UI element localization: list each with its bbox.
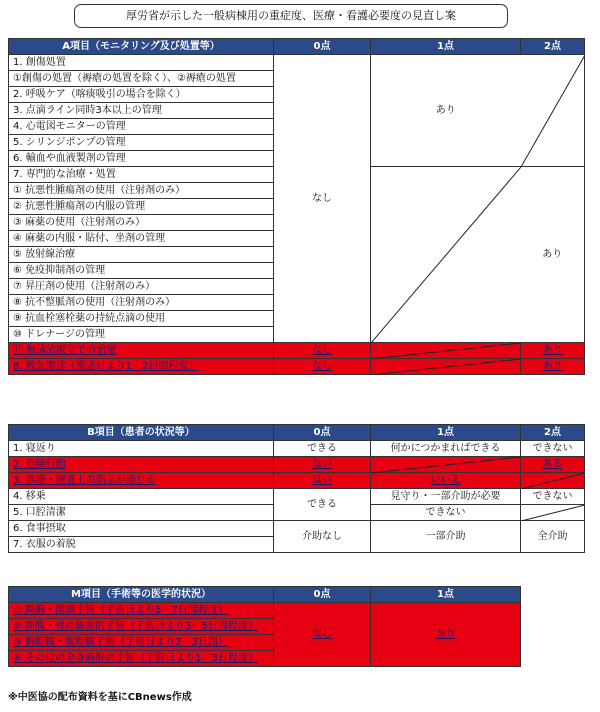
m-item-label: ④ その他の全身麻酔の手術（手術日より1－3日程度） (9, 651, 274, 667)
b-1pt: できない (371, 505, 521, 521)
a-red-1pt-diagonal (371, 343, 521, 359)
b-2pt: 全介助 (521, 521, 585, 553)
a-item-label: ⑤ 放射線治療 (9, 247, 274, 263)
a-item-label: ④ 麻薬の内服・貼付、坐剤の管理 (9, 231, 274, 247)
a-item-label: 2. 呼吸ケア（喀痰吸引の場合を除く） (9, 87, 274, 103)
col-header-0pt: 0点 (274, 587, 371, 603)
a-7-1pt-diagonal-cell (371, 167, 521, 343)
a-item-label: ⑦ 昇圧剤の使用（注射剤のみ） (9, 279, 274, 295)
col-header-2pt: 2点 (521, 425, 585, 441)
a-red-1pt-diagonal (371, 359, 521, 375)
a-item-label: ① 抗悪性腫瘍剤の使用（注射剤のみ） (9, 183, 274, 199)
table-m (8, 586, 521, 667)
b-item-label: 6. 食事摂取 (9, 521, 274, 537)
m-item-label: ② 開腹・骨の観血的手術（手術日より3－5日間程度） (9, 619, 274, 635)
a-ari-2pt-cell: あり (521, 167, 585, 343)
b-2pt: できない (521, 441, 585, 457)
b-dekiru-0pt: できる (274, 489, 371, 521)
a-item-label: ⑩ ドレナージの管理 (9, 327, 274, 343)
b-red-0pt: ない (274, 457, 371, 473)
a-item-label: ⑨ 抗血栓塞栓薬の持続点滴の使用 (9, 311, 274, 327)
col-header-1pt: 1点 (371, 425, 521, 441)
b-0pt: 介助なし (274, 521, 371, 553)
a-item-label: ①創傷の処置（褥瘡の処置を除く）、②褥瘡の処置 (9, 71, 274, 87)
b-item-label: 5. 口腔清潔 (9, 505, 274, 521)
a-red-2pt: あり (521, 343, 585, 359)
col-header-0pt: 0点 (274, 39, 371, 55)
b-1pt: 見守り・一部介助が必要 (371, 489, 521, 505)
b-red-1pt: いいえ (371, 473, 521, 489)
col-header-a-item: A項目（モニタリング及び処置等） (9, 39, 274, 55)
a-red-2pt: あり (521, 359, 585, 375)
a-nashi-cell: なし (274, 55, 371, 343)
m-item-label: ③ 胸腔鏡・腹腔鏡手術（手術日より2－3日間） (9, 635, 274, 651)
col-header-1pt: 1点 (371, 587, 521, 603)
b-item-label: 4. 移乗 (9, 489, 274, 505)
b-red-2pt-diagonal (521, 473, 585, 489)
b-2pt: できない (521, 489, 585, 505)
b-1pt: 何かにつかまればできる (371, 441, 521, 457)
a-item-label: ③ 麻薬の使用（注射剤のみ） (9, 215, 274, 231)
b-item-label: 1. 寝返り (9, 441, 274, 457)
page-title: 厚労省が示した一般病棟用の重症度、医療・看護必要度の見直し案 (74, 4, 508, 28)
a-red-item-label: 8. 救急搬送（搬送日より1－2日間程度） (9, 359, 274, 375)
b-0pt: できる (274, 441, 371, 457)
b-item-label: 7. 衣服の着脱 (9, 537, 274, 553)
b-red-1pt-diagonal (371, 457, 521, 473)
a-red-0pt: なし (274, 343, 371, 359)
b-2pt-diagonal (521, 505, 585, 521)
col-header-1pt: 1点 (371, 39, 521, 55)
m-0pt: なし (274, 603, 371, 667)
a-item-label: 6. 輸血や血液製剤の管理 (9, 151, 274, 167)
col-header-2pt: 2点 (521, 39, 585, 55)
b-red-item-label: 2. 危険行動 (9, 457, 274, 473)
b-red-2pt: ある (521, 457, 585, 473)
b-1pt: 一部介助 (371, 521, 521, 553)
col-header-m-item: M項目（手術等の医学的状況） (9, 587, 274, 603)
a-red-0pt: なし (274, 359, 371, 375)
m-item-label: ① 開胸・開頭手術（手術日より5－7日間程度） (9, 603, 274, 619)
a-1pt-2pt-diagonal-cell (521, 55, 585, 167)
b-red-item-label: 3. 診療・療養上の指示が通じる (9, 473, 274, 489)
b-red-0pt: はい (274, 473, 371, 489)
col-header-b-item: B項目（患者の状況等） (9, 425, 274, 441)
a-item-label: 3. 点滴ライン同時3本以上の管理 (9, 103, 274, 119)
table-a (8, 38, 585, 375)
a-item-label: 5. シリンジポンプの管理 (9, 135, 274, 151)
a-item-label: 1. 創傷処置 (9, 55, 274, 71)
a-item-label: ⑥ 免疫抑制剤の管理 (9, 263, 274, 279)
a-item-label: 7. 専門的な治療・処置 (9, 167, 274, 183)
a-item-label: ② 抗悪性腫瘍剤の内服の管理 (9, 199, 274, 215)
a-item-label: ⑧ 抗不整脈剤の使用（注射剤のみ） (9, 295, 274, 311)
a-ari-1pt-cell: あり (371, 55, 521, 167)
table-b (8, 424, 585, 553)
col-header-0pt: 0点 (274, 425, 371, 441)
footnote: ※中医協の配布資料を基にCBnews作成 (8, 692, 192, 703)
m-1pt: あり (371, 603, 521, 667)
a-red-item-label: ⑪ 無菌治療室での治療 (9, 343, 274, 359)
a-item-label: 4. 心電図モニターの管理 (9, 119, 274, 135)
